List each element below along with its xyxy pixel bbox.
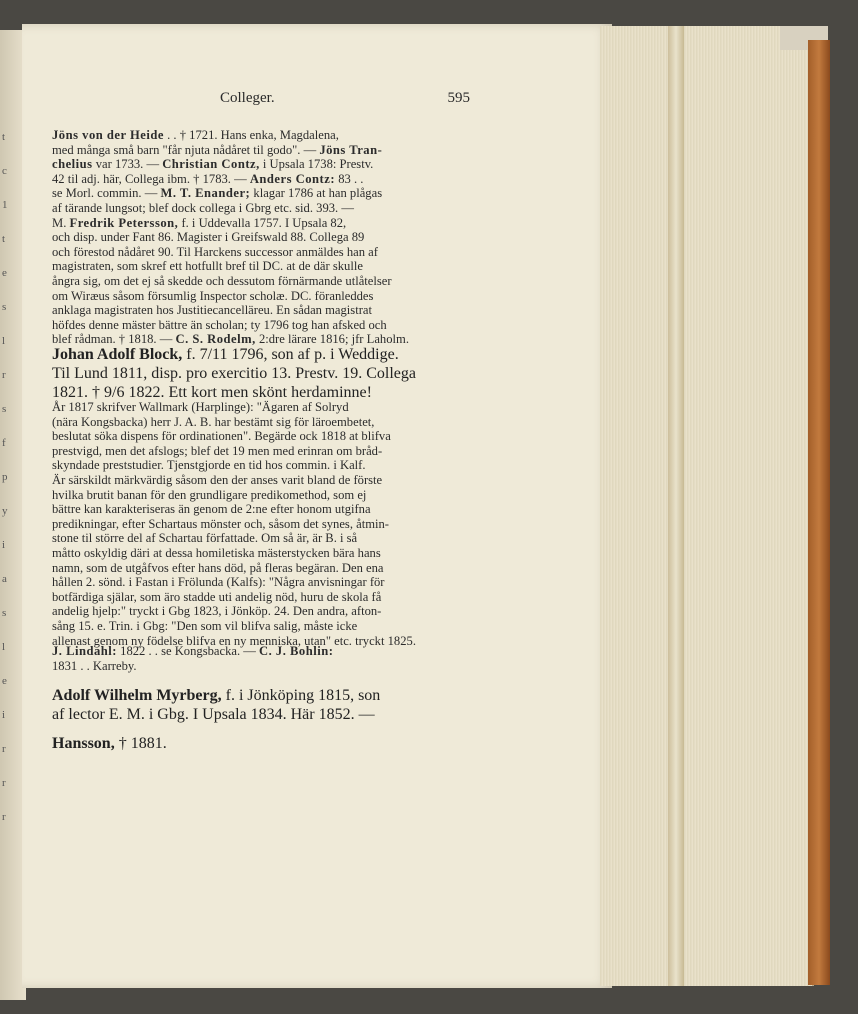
page-number: 595 (447, 90, 470, 106)
text-line: Johan Adolf Block, f. 7/11 1796, son af p. i Weddige. (52, 346, 399, 363)
margin-letter: r (2, 369, 6, 381)
text-line: Jöns von der Heide . . † 1721. Hans enka, Magdalena, (52, 128, 339, 142)
margin-letter: i (2, 539, 6, 551)
margin-letter: l (2, 335, 6, 347)
text-line: Adolf Wilhelm Myrberg, f. i Jönköping 1815, son (52, 687, 381, 704)
text-line: År 1817 skrifver Wallmark (Harplinge): "Ägaren af Solryd (52, 400, 349, 414)
book-cover-edge (808, 40, 830, 985)
margin-letter: i (2, 709, 6, 721)
entry-block-note (52, 400, 472, 648)
text-line: Är särskildt märkvärdig såsom den der anses varit bland de förste (52, 472, 383, 487)
text-line: 1821. † 9/6 1822. Ett kort men skönt herdaminne! (52, 384, 372, 401)
text-line: Til Lund 1811, disp. pro exercitio 13. Prestv. 19. Collega (52, 365, 416, 382)
margin-letter: r (2, 777, 6, 789)
margin-letter: s (2, 301, 7, 313)
margin-letter: y (2, 505, 8, 517)
margin-letter: e (2, 675, 7, 687)
text-line: och förestod nådåret 90. Til Harckens successor anmäldes han af (52, 244, 378, 259)
text-line: hållen 2. sönd. i Fastan i Frölunda (Kalfs): "Några anvisningar för (52, 575, 385, 590)
text-line: botfärdiga själar, som äro stadde uti andelig nöd, huru de skola få (52, 589, 382, 604)
entry-myrberg (52, 686, 472, 724)
text-line: beslutat söka dispens för ordinationen". Begärde ock 1818 at blifva (52, 429, 391, 444)
text-line: af lector E. M. i Gbg. I Upsala 1834. Här 1852. — (52, 706, 375, 723)
text-line: allenast genom ny födelse blifva en ny menniska, utan" etc. tryckt 1825. (52, 633, 416, 648)
text-line: och disp. under Fant 86. Magister i Greifswald 88. Collega 89 (52, 230, 365, 245)
margin-letter: e (2, 267, 7, 279)
margin-letter: a (2, 573, 7, 585)
margin-letter: c (2, 165, 7, 177)
text-line: J. Lindahl: 1822 . . se Kongsbacka. — C. J. Bohlin: (52, 644, 334, 658)
text-line: 42 til adj. här, Collega ibm. † 1783. — Anders Contz: 83 . . (52, 171, 364, 186)
entry-block (52, 345, 472, 402)
margin-letter: t (2, 131, 6, 143)
page-stack-edge (600, 26, 814, 986)
left-page-margin-text (2, 120, 18, 823)
text-line: om Wiræus såsom försumlig Inspector scholæ. DC. föranleddes (52, 288, 374, 303)
entry-lindahl (52, 644, 472, 673)
text-line: ångra sig, om det ej så skedde och dessutom förnärmande utlåtelser (52, 273, 392, 288)
page-header (220, 90, 470, 114)
text-line: predikningar, efter Schartaus mönster och, såsom det synes, åtmin- (52, 516, 389, 531)
entry-heide (52, 128, 472, 347)
text-line: Hansson, † 1881. (52, 735, 167, 752)
running-title: Colleger. (220, 90, 275, 106)
text-line: bättre kan karakteriseras än genom de 2:ne efter honom utgifna (52, 502, 371, 517)
text-line: chelius var 1733. — Christian Contz, i Upsala 1738: Prestv. (52, 157, 374, 172)
text-line: med många små barn "får njuta nådåret til godo". — Jöns Tran- (52, 142, 383, 157)
margin-letter: p (2, 471, 8, 483)
margin-letter: l (2, 641, 6, 653)
text-line: magistraten, som skref ett hotfullt bref til DC. at de där skulle (52, 259, 363, 274)
margin-letter: r (2, 811, 6, 823)
text-line: (nära Kongsbacka) herr J. A. B. har bestämt sig för läroembetet, (52, 414, 375, 429)
text-line: höfdes denne mäster bättre än scholan; ty 1796 tog han afsked och (52, 317, 387, 332)
text-line: hvilka brutit banan för den grundligare predikomethod, som ej (52, 487, 367, 502)
text-line: anklaga magistraten hos Justitiecancelläreu. En sådan magistrat (52, 303, 372, 318)
margin-letter: 1 (2, 199, 8, 211)
text-line: namn, som de utgåfvos efter hans död, på fleras begäran. Den ena (52, 560, 384, 575)
margin-letter: t (2, 233, 6, 245)
page-stack-divider (668, 26, 684, 986)
margin-letter: s (2, 607, 7, 619)
text-line: af tärande lungsot; blef dock collega i Gbrg etc. sid. 393. — (52, 200, 354, 215)
text-line: skyndade preststudier. Tjenstgjorde en tid hos commin. i Kalf. (52, 458, 366, 473)
margin-letter: s (2, 403, 7, 415)
text-line: sång 15. e. Trin. i Gbg: "Den som vil blifva salig, måste icke (52, 618, 358, 633)
margin-letter: f (2, 437, 6, 449)
text-line: se Morl. commin. — M. T. Enander; klagar 1786 at han plågas (52, 186, 383, 201)
entry-hansson (52, 734, 472, 753)
text-line: prestvigd, men det afslogs; blef det 19 men med erinran om bråd- (52, 443, 383, 458)
text-line: 1831 . . Karreby. (52, 658, 137, 673)
text-line: M. Fredrik Petersson, f. i Uddevalla 1757. I Upsala 82, (52, 215, 347, 230)
text-line: måtto oskyldig däri at dessa homiletiska mästerstycken bära hans (52, 545, 381, 560)
text-line: stone til större del af Schartau författade. Om så är, är B. i så (52, 531, 358, 546)
margin-letter: r (2, 743, 6, 755)
text-line: andelig hjelp:" tryckt i Gbg 1823, i Jönköp. 24. Den andra, afton- (52, 604, 382, 619)
text-line: blef rådman. † 1818. — C. S. Rodelm, 2:dre lärare 1816; jfr Laholm. (52, 332, 409, 347)
